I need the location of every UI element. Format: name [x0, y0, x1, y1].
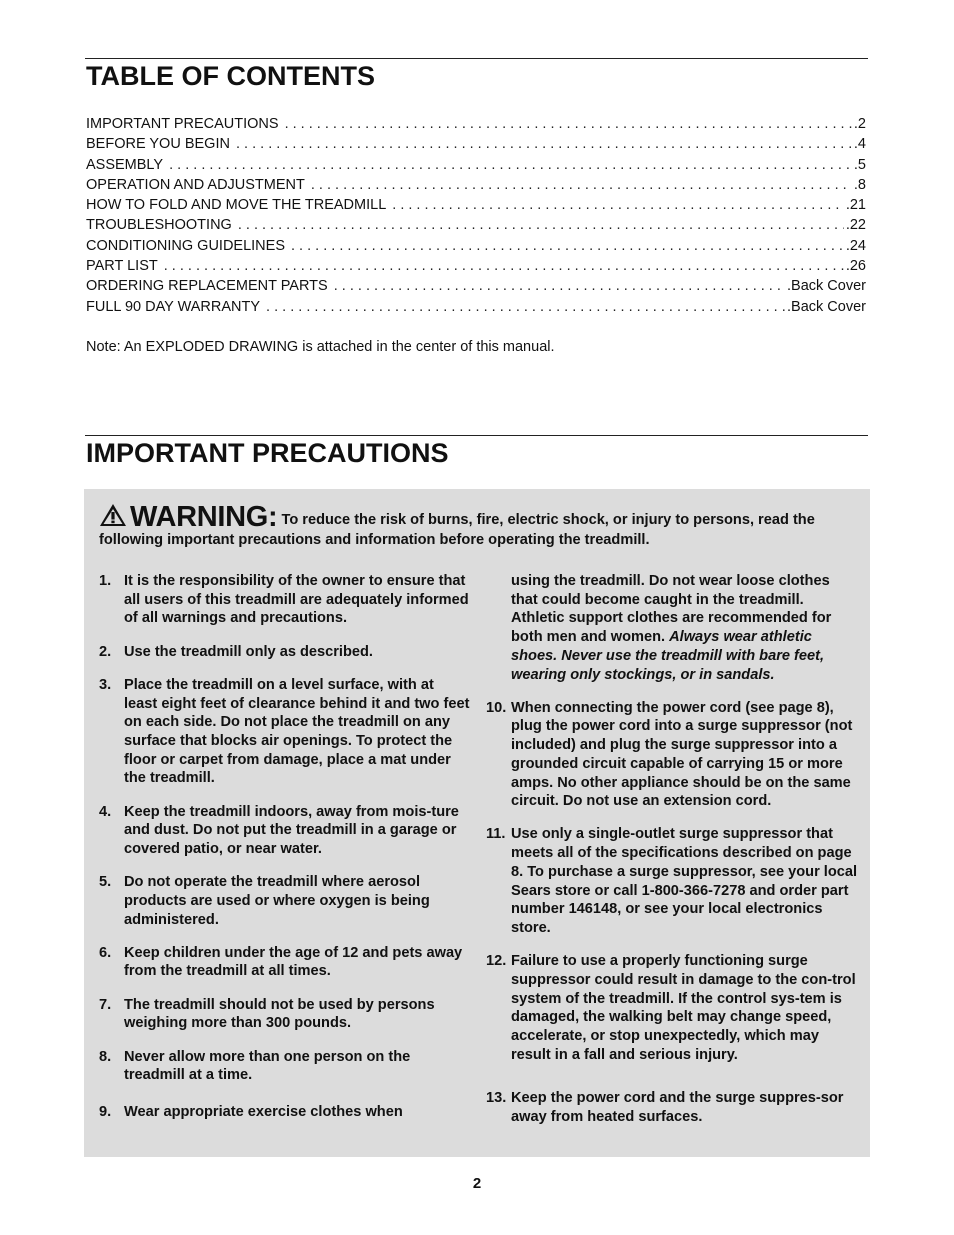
- list-item: 6. Keep children under the age of 12 and pets away from the treadmill at all times.: [99, 944, 463, 980]
- list-item: 10. When connecting the power cord (see page 8), plug the power cord into a surge suppressor (not included) and plug the surge suppressor into a grounded circuit capable of carrying 15 or more amps. No other appliance should be on the same circuit. Do not use an extension cord.: [486, 699, 853, 810]
- list-item: 2. Use the treadmill only as described.: [99, 643, 373, 660]
- toc-entry[interactable]: FULL 90 DAY WARRANTY . . . .Back Cover: [86, 299, 866, 319]
- precautions-right-column: [486, 572, 858, 1141]
- toc-leader: [311, 177, 852, 193]
- toc-leader: [164, 258, 844, 274]
- toc-leader: [285, 116, 852, 132]
- toc-entry[interactable]: HOW TO FOLD AND MOVE THE TREADMILL . . . .21: [86, 197, 866, 217]
- list-item: 1. It is the responsibility of the owner to ensure that all users of this treadmill are adequately informed of all warnings and precautions.: [99, 573, 469, 627]
- list-item: 7. The treadmill should not be used by persons weighing more than 300 pounds.: [99, 996, 435, 1032]
- top-rule: [85, 58, 868, 59]
- list-item-continued: using the treadmill. Do not wear loose clothes that could become caught in the treadmill. Athletic support clothes are recommended for both men and women. Always wear athletic shoes. Never use the treadmill with bare feet, wearing only stockings, or in sandals.: [511, 573, 832, 683]
- toc-entry[interactable]: CONDITIONING GUIDELINES . . . .24: [86, 238, 866, 258]
- toc-list: [86, 116, 866, 319]
- warning-box: [84, 489, 870, 1157]
- precautions-heading: IMPORTANT PRECAUTIONS: [86, 438, 449, 468]
- warning-header: [99, 503, 859, 550]
- list-item: 11. Use only a single-outlet surge suppressor that meets all of the specifications described on page 8. To purchase a surge suppressor, see your local Sears store or call 1-800-366-7278 and order part number 146148, or see your local electronics store.: [486, 826, 858, 936]
- toc-entry[interactable]: ASSEMBLY . . . .5: [86, 157, 866, 177]
- list-item: 13. Keep the power cord and the surge suppres-sor away from heated surfaces.: [486, 1090, 844, 1126]
- list-item: 12. Failure to use a properly functioning surge suppressor could result in damage to the con-trol system of the treadmill. If the control sys-tem is damaged, the walking belt may change speed, accelerate, or stop unexpectedly, which may result in a fall and serious injury.: [486, 953, 856, 1063]
- warning-triangle-icon: [99, 503, 127, 527]
- list-item: 4. Keep the treadmill indoors, away from mois-ture and dust. Do not put the treadmill in a garage or covered patio, or near water.: [99, 803, 459, 857]
- list-item: 3. Place the treadmill on a level surface, with at least eight feet of clearance behind it and two feet on each side. Do not place the treadmill on any surface that blocks air openings. To protect the floor or carpet from damage, place a mat under the treadmill.: [99, 676, 470, 787]
- toc-entry[interactable]: ORDERING REPLACEMENT PARTS . . . .Back Cover: [86, 278, 866, 298]
- toc-leader: [334, 278, 785, 294]
- toc-leader: [238, 217, 844, 233]
- list-item: 5. Do not operate the treadmill where aerosol products are used or where oxygen is being administered.: [99, 874, 430, 928]
- toc-leader: [236, 136, 852, 152]
- section-rule: [85, 435, 868, 436]
- toc-entry[interactable]: TROUBLESHOOTING . . . .22: [86, 217, 866, 237]
- list-item: 9. Wear appropriate exercise clothes when: [99, 1103, 403, 1120]
- page-number: 2: [472, 1175, 482, 1192]
- toc-leader: [169, 157, 852, 173]
- athletic-shoes-note: Always wear athletic shoes. Never use the treadmill with bare feet, wearing only stockings, or in sandals.: [511, 629, 825, 683]
- toc-entry[interactable]: PART LIST . . . .26: [86, 258, 866, 278]
- toc-leader: [266, 299, 785, 315]
- warning-text: To reduce the risk of burns, fire, electric shock, or injury to persons, read the following important precautions and information before operating the treadmill.: [99, 512, 815, 548]
- list-item: 8. Never allow more than one person on the treadmill at a time.: [99, 1048, 411, 1084]
- toc-heading: TABLE OF CONTENTS: [86, 61, 375, 91]
- toc-leader: [392, 197, 844, 213]
- toc-entry[interactable]: BEFORE YOU BEGIN . . . .4: [86, 136, 866, 156]
- toc-entry[interactable]: OPERATION AND ADJUSTMENT . . . .8: [86, 177, 866, 197]
- warning-label: WARNING:: [130, 501, 278, 533]
- toc-entry[interactable]: IMPORTANT PRECAUTIONS . . . .2: [86, 116, 866, 136]
- toc-leader: [291, 238, 844, 254]
- precautions-left-column: [99, 572, 471, 1136]
- exploded-drawing-note: Note: An EXPLODED DRAWING is attached in the center of this manual.: [86, 339, 555, 355]
